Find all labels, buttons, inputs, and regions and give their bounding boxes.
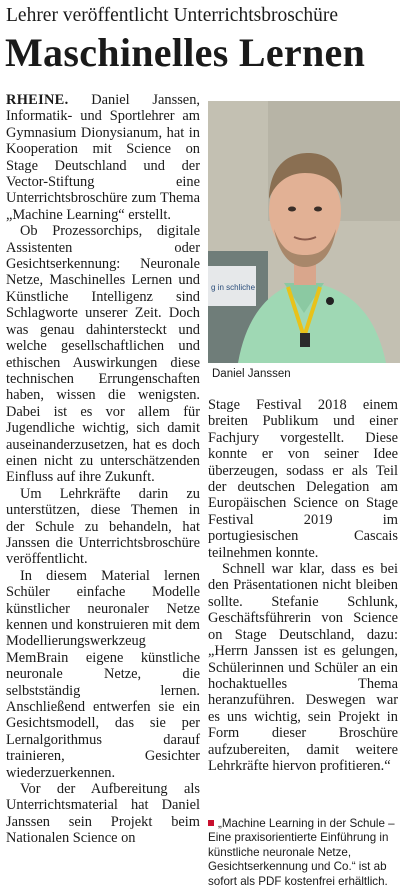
- article-headline: Maschinelles Lernen: [5, 30, 366, 75]
- article-kicker: Lehrer veröffentlicht Unterrichtsbroschüre: [6, 5, 339, 26]
- background-sign-text: g in schliche: [211, 283, 256, 292]
- portrait-illustration: [208, 101, 400, 363]
- photo-caption: Daniel Janssen: [212, 368, 291, 380]
- article-paragraph-text: Daniel Janssen, Informatik- und Sportlehrer am Gymnasium Dionysianum, hat in Kooperation mit Science on Stage Deutschland und der Vector-Stiftung eine Unterrichtsbroschüre zum Thema „Machine Learning“ erstellt.: [6, 92, 200, 223]
- article-paragraph: In diesem Material lernen Schüler einfache Modelle künstlicher neuronaler Netze kennen und konstruieren mit dem Modellierungswerkzeug MemBrain eigene künstliche neuronale Netze, die selbstständig lernen. Anschließend entwerfen sie ein Gesichtsmodell, das sie per Lernalgorithmus darauf trainieren, Gesichter wiederzuerkennen.: [6, 567, 200, 781]
- article-paragraph: Ob Prozessorchips, digitale Assistenten oder Gesichtserkennung: Neuronale Netze, Maschinelles Lernen und Künstliche Intelligenz sind Schlagworte unserer Zeit. Doch was genau dahintersteckt und welche gesellschaftlichen und ethischen Auswirkungen diese technischen Errungenschaften haben, wissen die wenigsten. Dabei ist es vor allem für Jugendliche wichtig, sich damit auseinanderzusetzen, hat es doch einen nicht zu unterschätzenden Einfluss auf ihre Zukunft.: [6, 223, 200, 486]
- article-body-left-column: [6, 92, 200, 847]
- article-body-right-column: [208, 397, 398, 774]
- bullet-square-icon: [208, 820, 214, 826]
- article-paragraph: Stage Festival 2018 einem breiten Publikum und einer Fachjury vorgestellt. Diese konnte er von seiner Idee überzeugen, sodass er als Teil der deutschen Delegation am Europäischen Science on Stage Festival 2019 im portugiesischen Cascais teilnehmen konnte.: [208, 397, 398, 561]
- article-paragraph: Um Lehrkräfte darin zu unterstützen, diese Themen in der Schule zu behandeln, hat Janssen die Unterrichtsbroschüre veröffentlicht.: [6, 485, 200, 568]
- portrait-photo: [208, 101, 400, 363]
- article-paragraph: Schnell war klar, dass es bei den Präsentationen nicht bleiben sollte. Stefanie Schlunk, Geschäftsführerin von Science on Stage Deutschland, dazu: „Herrn Janssen ist es gelungen, Schülerinnen und Schüler an ein hochaktuelles Thema heranzuführen. Deswegen war es uns wichtig, sein Projekt in Form dieser Broschüre aufzubereiten, damit weitere Lehrkräfte hiervon profitieren.“: [208, 561, 398, 774]
- article-dateline: RHEINE.: [6, 92, 69, 108]
- article-paragraph: [6, 92, 200, 223]
- article-paragraph: Vor der Aufbereitung als Unterrichtsmaterial hat Daniel Janssen sein Projekt beim Nationalen Science on: [6, 781, 200, 847]
- info-box: [208, 817, 400, 889]
- info-box-text: „Machine Learning in der Schule – Eine praxisorientierte Einführung in künstliche neuronale Netze, Gesichtserkennung und Co.“ ist ab sofort als PDF kostenfrei erhältlich.: [208, 817, 395, 888]
